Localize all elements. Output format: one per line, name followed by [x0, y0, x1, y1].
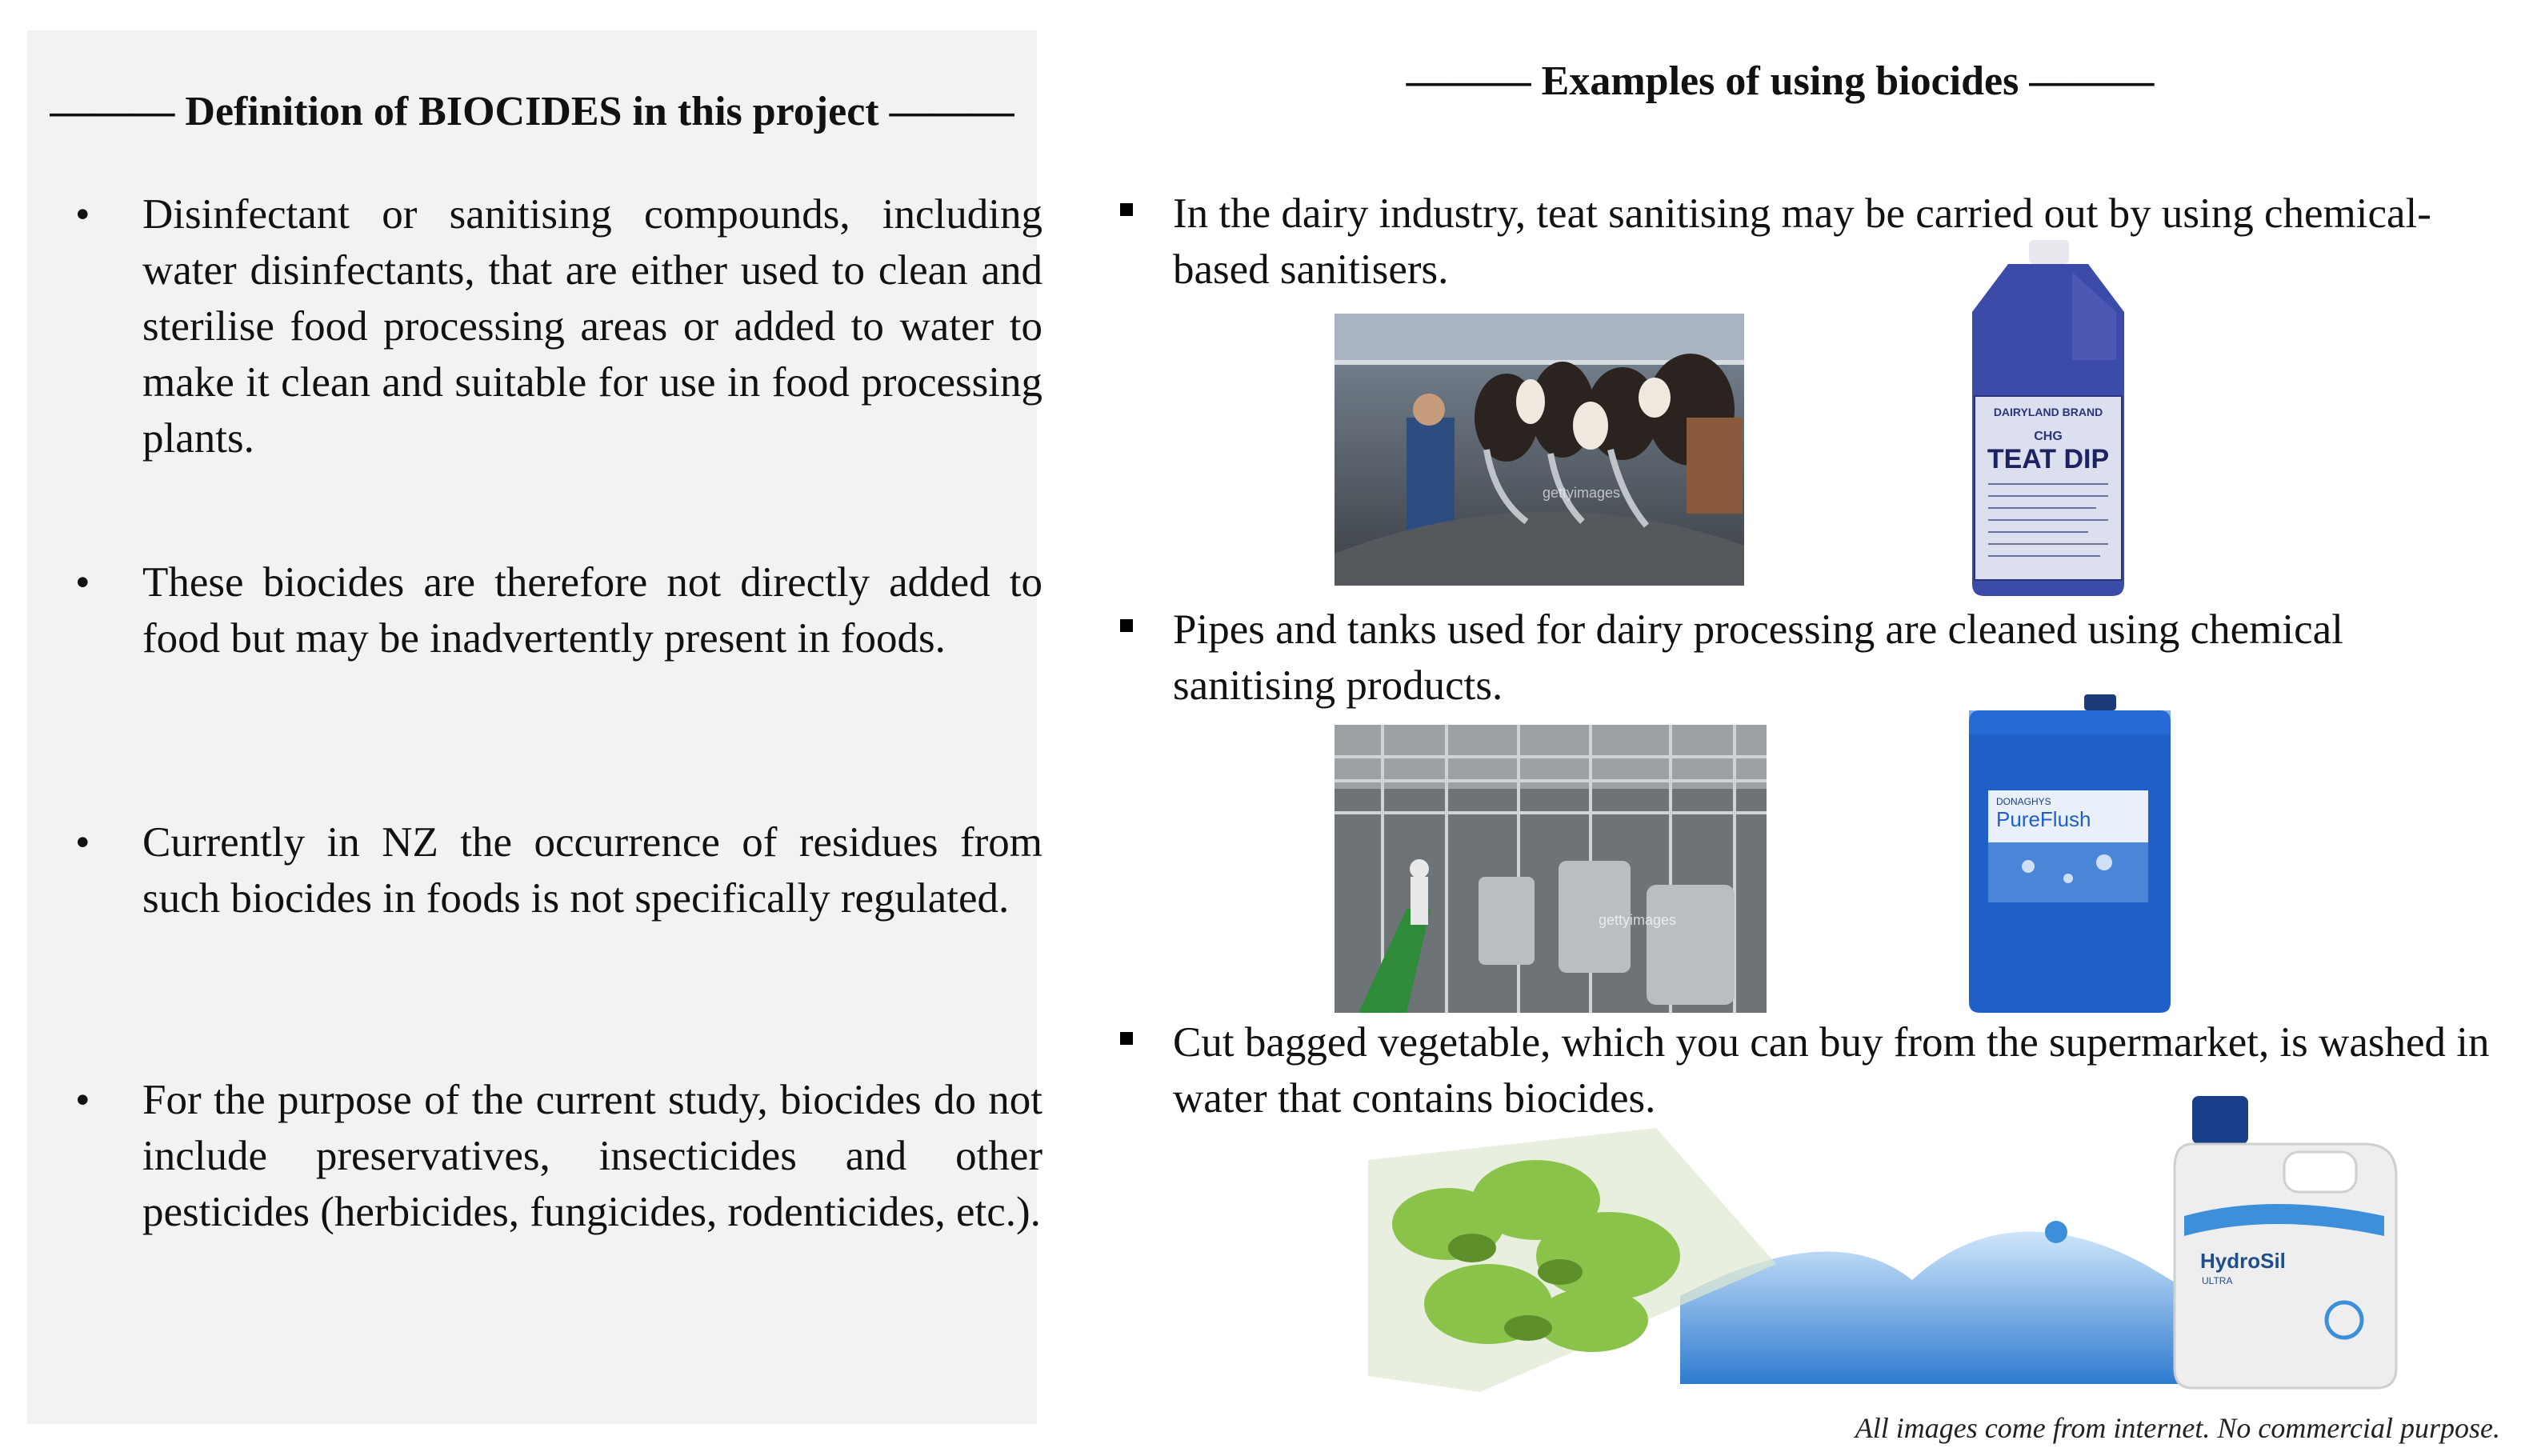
definition-title: ——— Definition of BIOCIDES in this project ——— — [50, 89, 1014, 134]
square-bullet-icon — [1120, 203, 1133, 216]
svg-text:CHG: CHG — [2034, 430, 2063, 443]
milking-parlour-photo — [1335, 314, 1744, 586]
getty-watermark: gettyimages — [1543, 485, 1621, 501]
bagged-vegetables-image — [1352, 1096, 2432, 1408]
bullet-dot: • — [75, 819, 90, 866]
svg-text:DONAGHYS: DONAGHYS — [1996, 796, 2051, 807]
svg-text:HydroSil: HydroSil — [2200, 1249, 2286, 1273]
example-text: Pipes and tanks used for dairy processing are cleaned using chemical sanitising products. — [1173, 606, 2343, 709]
svg-text:gettyimages: gettyimages — [1599, 912, 1677, 928]
bullet-text: Disinfectant or sanitising compounds, including water disinfectants, that are either used to clean and sterilise food processing areas or added to water to make it clean and suitable for use in food processing plants. — [142, 191, 1042, 462]
svg-text:DAIRYLAND BRAND: DAIRYLAND BRAND — [1993, 406, 2103, 418]
example-text: Cut bagged vegetable, which you can buy from the supermarket, is washed in water that contains biocides. — [1173, 1019, 2490, 1122]
example-text: In the dairy industry, teat sanitising may be carried out by using chemical-based sanitisers. — [1173, 190, 2431, 293]
footer-disclaimer: All images come from internet. No commercial purpose. — [1855, 1412, 2500, 1444]
examples-title: ——— Examples of using biocides ——— — [1406, 58, 2155, 104]
svg-text:ULTRA: ULTRA — [2202, 1275, 2233, 1286]
svg-text:PureFlush: PureFlush — [1996, 807, 2091, 831]
bullet-dot: • — [75, 191, 90, 238]
bullet-dot: • — [75, 559, 90, 606]
dairy-plant-photo — [1335, 725, 1767, 1013]
bullet-text: For the purpose of the current study, biocides do not include preservatives, insecticides and other pesticides (herbicides, fungicides, rodenticides, etc.). — [142, 1077, 1042, 1235]
definition-panel — [27, 30, 1042, 1424]
square-bullet-icon — [1120, 619, 1133, 632]
bullet-text: These biocides are therefore not directly added to food but may be inadvertently present in foods. — [142, 559, 1042, 662]
svg-text:TEAT DIP: TEAT DIP — [1987, 444, 2110, 474]
square-bullet-icon — [1120, 1032, 1133, 1045]
teat-dip-product-image — [1952, 240, 2144, 600]
bullet-text: Currently in NZ the occurrence of residues from such biocides in foods is not specifically regulated. — [142, 819, 1042, 922]
pureflush-product-image — [1964, 694, 2176, 1014]
bullet-dot: • — [75, 1077, 90, 1123]
